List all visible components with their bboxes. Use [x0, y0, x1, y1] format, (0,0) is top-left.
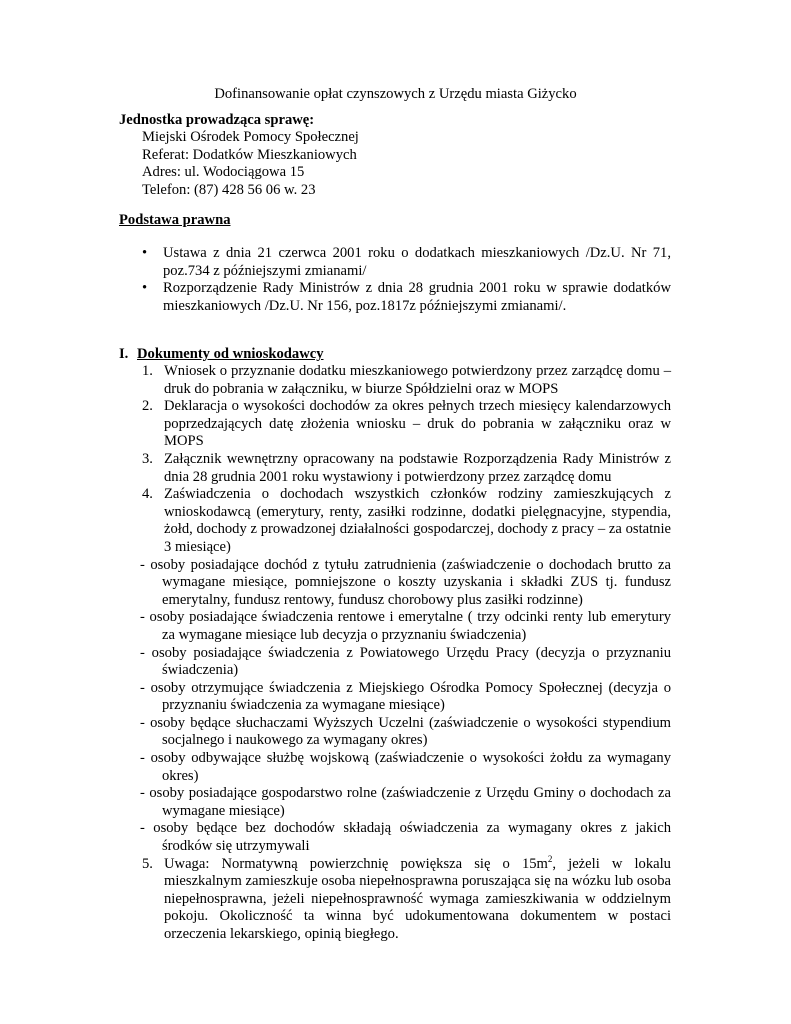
note-number: 5. — [142, 855, 153, 872]
note-text — [164, 853, 671, 942]
document-item-number: 4. — [142, 486, 153, 503]
documents-heading-text: Dokumenty od wnioskodawcy — [137, 346, 324, 362]
documents-heading-number: I. — [119, 346, 129, 362]
income-proof-item: - osoby będące bez dochodów składają oświadczenia za wymagany okres z jakich środków się utrzymywali — [140, 820, 671, 855]
note-item — [142, 853, 671, 944]
document-item-number: 3. — [142, 450, 153, 467]
legal-basis-item — [142, 280, 671, 315]
document-item — [142, 398, 671, 451]
income-proof-item: - osoby będące słuchaczami Wyższych Uczelni (zaświadczenie o wysokości stypendium socjalnego i naukowego za wymagany okres) — [140, 714, 671, 749]
unit-details — [142, 129, 359, 199]
bullet-icon: • — [142, 245, 148, 261]
income-proof-item: - osoby odbywające służbę wojskową (zaświadczenie o wysokości żołdu za wymagany okres) — [140, 750, 671, 784]
document-title: Dofinansowanie opłat czynszowych z Urzędu miasta Giżycko — [214, 86, 577, 102]
unit-address: Adres: ul. Wodociągowa 15 — [142, 164, 305, 181]
documents-heading — [119, 346, 324, 364]
document-item — [142, 486, 671, 556]
document-item-text: Zaświadczenia o dochodach wszystkich członków rodziny zamieszkujących z wnioskodawcą (emerytury, renty, zasiłki rodzinne, dodatki pielęgnacyjne, stypendia, żołd, dochody z prowadzonej działalności gospodarczej, dochody z pracy – za ostatnie 3 miesiące) — [164, 486, 671, 555]
income-proof-item: - osoby posiadające świadczenia rentowe i emerytalne ( trzy odcinki renty lub emerytury za wymagane miesiące lub decyzja o przyznaniu świadczenia) — [140, 609, 671, 643]
unit-phone: Telefon: (87) 428 56 06 w. 23 — [142, 181, 316, 198]
document-item-number: 1. — [142, 363, 153, 379]
unit-department: Referat: Dodatków Mieszkaniowych — [142, 146, 357, 163]
note-text-start: Uwaga: Normatywną powierzchnię powiększa się o 15m — [164, 855, 548, 872]
document-item-text: Deklaracja o wysokości dochodów za okres pełnych trzech miesięcy kalendarzowych poprzedzających datę złożenia wniosku – druk do pobrania w załączniku oraz w MOPS — [164, 398, 671, 450]
income-proof-item: - osoby posiadające dochód z tytułu zatrudnienia (zaświadczenie o dochodach brutto za wymagane miesiące, pomniejszone o koszty uzyskania i składki ZUS tj. fundusz emerytalny, fundusz rentowy, fundusz chorobowy plus zasiłki rodzinne) — [140, 556, 671, 608]
bullet-icon: • — [142, 280, 148, 297]
income-proof-item: - osoby posiadające gospodarstwo rolne (zaświadczenie z Urzędu Gminy o dochodach za wymagane miesiące) — [140, 785, 671, 819]
legal-basis-heading: Podstawa prawna — [119, 212, 231, 228]
legal-basis-list — [142, 245, 671, 315]
document-item — [142, 451, 671, 486]
document-item-number: 2. — [142, 398, 153, 415]
document-item-text: Załącznik wewnętrzny opracowany na podstawie Rozporządzenia Rady Ministrów z dnia 28 grudnia 2001 roku wystawiony i potwierdzony przez zarządcę domu — [164, 450, 671, 485]
unit-name: Miejski Ośrodek Pomocy Społecznej — [142, 129, 359, 145]
documents-list — [142, 363, 671, 944]
legal-basis-item-text: Rozporządzenie Rady Ministrów z dnia 28 grudnia 2001 roku w sprawie dodatków mieszkaniowych /Dz.U. Nr 156, poz.1817z późniejszymi zmianami/. — [163, 280, 671, 314]
income-proof-item: - osoby posiadające świadczenia z Powiatowego Urzędu Pracy (decyzja o przyznaniu świadczenia) — [140, 644, 671, 679]
legal-basis-item — [142, 245, 671, 280]
note-superscript: 2 — [547, 853, 553, 864]
legal-basis-item-text: Ustawa z dnia 21 czerwca 2001 roku o dodatkach mieszkaniowych /Dz.U. Nr 71, poz.734 z późniejszymi zmianami/ — [163, 245, 671, 279]
document-item-text: Wniosek o przyznanie dodatku mieszkaniowego potwierdzony przez zarządcę domu – druk do pobrania w załączniku, w biurze Spółdzielni oraz w MOPS — [164, 363, 671, 397]
unit-heading: Jednostka prowadząca sprawę: — [119, 112, 315, 128]
document-item — [142, 363, 671, 398]
note-text-end: , jeżeli w lokalu mieszkalnym zamieszkuje osoba niepełnosprawna poruszająca się na wózku lub osoba niepełnosprawna, jeżeli niepełnosprawność wymaga zamieszkiwania w oddzielnym pokoju. Okoliczność ta winna być udokumentowana dokumentem w postaci orzeczenia lekarskiego, opinią biegłego. — [164, 855, 671, 942]
income-proof-item: - osoby otrzymujące świadczenia z Miejskiego Ośrodka Pomocy Społecznej (decyzja o przyznaniu świadczenia za wymagane miesiące) — [140, 679, 671, 714]
